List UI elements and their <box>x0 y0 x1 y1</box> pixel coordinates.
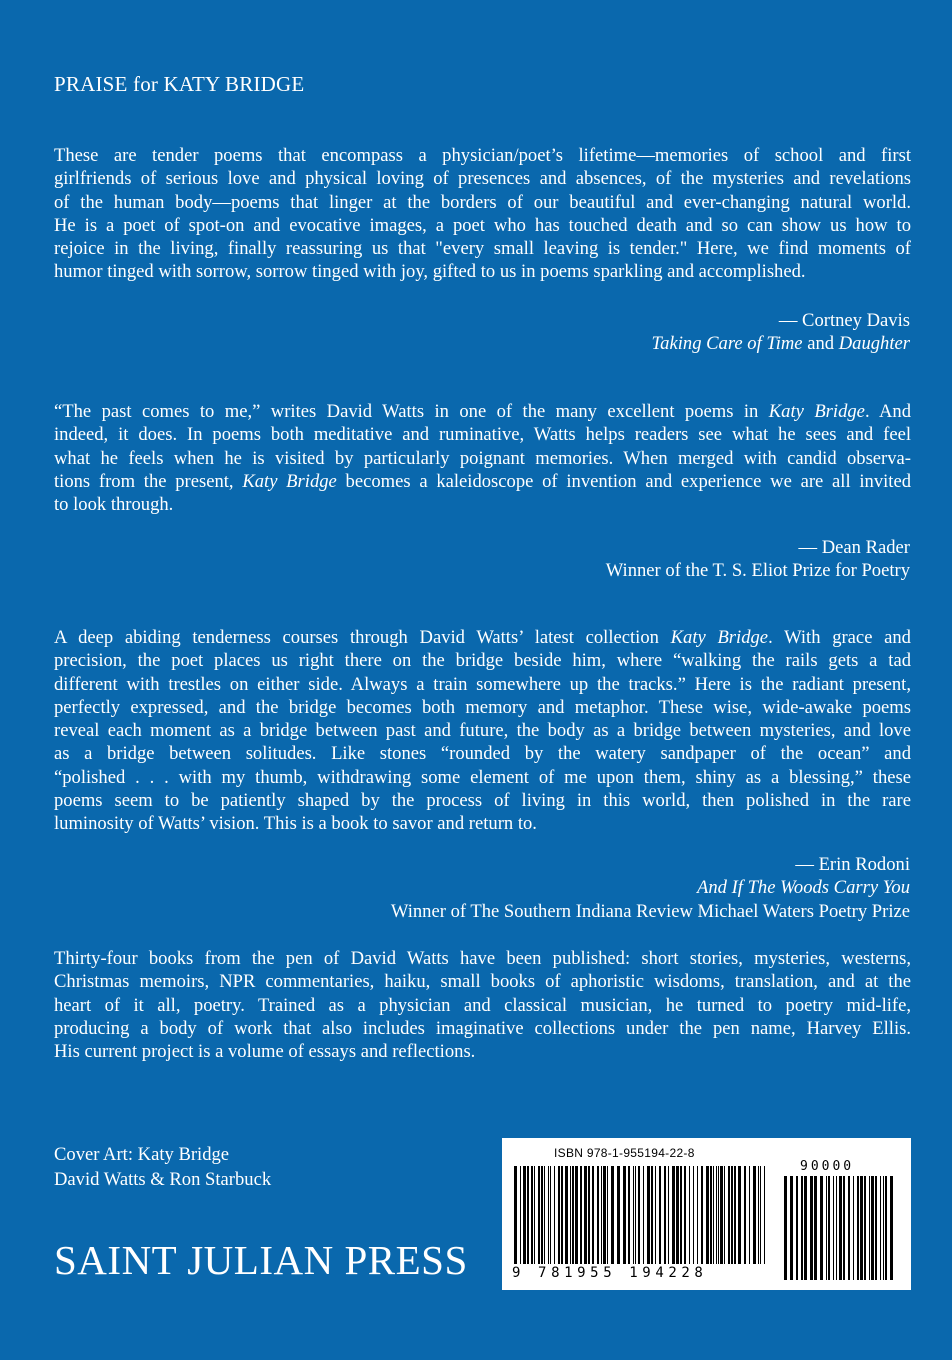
barcode-bar <box>857 1176 859 1280</box>
blurb-line: A deep abiding tenderness courses through David Watts’ latest collection Katy Bridge. With grace and <box>54 627 911 648</box>
barcode-bar <box>668 1166 669 1264</box>
barcode-bar <box>810 1176 813 1280</box>
blurb-line: poems seem to be patiently shaped by the process of living in this world, then polished in the rare <box>54 790 911 812</box>
cover-art-credits <box>54 1142 271 1192</box>
barcode-bar <box>628 1166 630 1264</box>
blurb-line: reveal each moment as a bridge between past and future, the body as a bridge between mysteries, and love <box>54 720 911 742</box>
blurb-line: what he feels when he is visited by particularly poignant memories. When merged with candid observa- <box>54 447 911 469</box>
barcode-bar <box>871 1176 874 1280</box>
barcode-bar <box>601 1166 602 1264</box>
barcode-bar <box>720 1166 723 1264</box>
blurb-line: These are tender poems that encompass a physician/poet’s lifetime—memories of school and first <box>54 145 911 166</box>
work-title: And If The Woods Carry You <box>696 877 910 899</box>
barcode-bar <box>820 1176 823 1280</box>
barcode-bar <box>784 1176 787 1280</box>
barcode-bar <box>584 1166 587 1264</box>
barcode-bar <box>659 1166 661 1264</box>
barcode-bar <box>869 1176 870 1280</box>
price-barcode-bars <box>784 1176 894 1280</box>
barcode-bar <box>607 1166 608 1264</box>
blurb-line: to look through. <box>54 494 174 516</box>
publisher-name: SAINT JULIAN PRESS <box>54 1237 468 1283</box>
blurb-line: as a bridge between solitudes. Like stones “rounded by the watery sandpaper of the ocean” and <box>54 743 911 765</box>
attribution-dean-rader <box>606 536 910 583</box>
book-title: Katy Bridge <box>768 401 865 422</box>
barcode-bar <box>758 1166 759 1264</box>
barcode-bar <box>731 1166 733 1264</box>
barcode-bar <box>561 1166 563 1264</box>
barcode-bar <box>764 1166 765 1264</box>
barcode-bar <box>611 1166 614 1264</box>
barcode-bar <box>534 1166 535 1264</box>
barcode-bar <box>697 1166 698 1264</box>
ean-digits: 9 781955 194228 <box>512 1265 708 1281</box>
blurb-line: precision, the poet places us right there on the bridge beside him, where “walking the rails gets a tad <box>54 650 911 672</box>
barcode-bar <box>684 1166 686 1264</box>
barcode-bar <box>638 1166 640 1264</box>
bio-line: Christmas memoirs, NPR commentaries, haiku, small books of aphoristic wisdoms, translation, and at the <box>54 971 911 993</box>
blurb-line: He is a poet of spot-on and evocative images, a poet who has touched death and so can show us how to <box>54 214 911 236</box>
barcode-bar <box>617 1166 620 1264</box>
barcode-bar <box>718 1166 719 1264</box>
attribution-name: — Dean Rader <box>798 537 910 558</box>
barcode-bar <box>565 1166 568 1264</box>
barcode-bar <box>558 1166 560 1264</box>
barcode-bar <box>520 1166 521 1264</box>
blurb-line: tions from the present, Katy Bridge becomes a kaleidoscope of invention and experience we are all invited <box>54 470 911 492</box>
cover-art-title: Cover Art: Katy Bridge <box>54 1144 230 1165</box>
work-joiner: and <box>802 333 839 355</box>
barcode-bar <box>689 1166 690 1264</box>
barcode-bar <box>655 1166 656 1264</box>
book-title: Katy Bridge <box>670 627 769 648</box>
barcode-bar <box>790 1176 793 1280</box>
author-bio <box>54 947 911 1063</box>
bio-line: His current project is a volume of essays and reflections. <box>54 1041 476 1063</box>
barcode-bar <box>693 1166 694 1264</box>
blurb-line: rejoice in the living, finally reassuring us that "every small leaving is tender." Here, we find moments of <box>54 238 911 260</box>
barcode-bar <box>548 1166 549 1264</box>
work-title: Daughter <box>838 333 910 355</box>
barcode-bar <box>647 1166 650 1264</box>
barcode-bar <box>853 1176 854 1280</box>
barcode-bar <box>597 1166 599 1264</box>
barcode-bar <box>664 1166 666 1264</box>
blurb-line: humor tinged with sorrow, sorrow tinged with joy, gifted to us in poems sparkling and accomplished. <box>54 261 806 283</box>
barcode-bar <box>880 1176 881 1280</box>
barcode-bar <box>623 1166 626 1264</box>
work-title: Taking Care of Time <box>651 333 803 355</box>
barcode-bar <box>826 1176 827 1280</box>
barcode-bar <box>538 1166 540 1264</box>
attribution-credit: Winner of The Southern Indiana Review Michael Waters Poetry Prize <box>390 900 910 922</box>
barcode-bar <box>716 1166 717 1264</box>
blurb-dean-rader <box>54 400 911 516</box>
attribution-name: — Erin Rodoni <box>795 854 910 875</box>
isbn-label: ISBN 978-1-955194-22-8 <box>554 1146 695 1160</box>
barcode-bar <box>554 1166 555 1264</box>
barcode-bar <box>541 1166 543 1264</box>
barcode-bar <box>713 1166 714 1264</box>
cover-art-artists: David Watts & Ron Starbuck <box>54 1169 272 1190</box>
barcode-bar <box>814 1176 817 1280</box>
barcode-bar <box>804 1176 807 1280</box>
barcode-bar <box>801 1176 803 1280</box>
barcode-bar <box>550 1166 551 1264</box>
barcode-bar <box>843 1176 845 1280</box>
barcode-bar <box>572 1166 574 1264</box>
barcode-bar <box>890 1176 893 1280</box>
barcode-bar <box>883 1176 884 1280</box>
barcode-bar <box>514 1166 517 1264</box>
blurb-cortney-davis <box>54 144 911 284</box>
attribution-credit: Winner of the T. S. Eliot Prize for Poetry <box>605 560 910 582</box>
barcode-bar <box>676 1166 679 1264</box>
barcode-bar <box>680 1166 682 1264</box>
barcode-bar <box>672 1166 675 1264</box>
barcode-bar <box>734 1166 736 1264</box>
blurb-line: of the human body—poems that linger at the borders of our beautiful and ever-changing natural world. <box>54 191 911 213</box>
barcode-bar <box>710 1166 712 1264</box>
attribution-work <box>391 876 910 899</box>
attribution-name: — Cortney Davis <box>778 310 910 331</box>
barcode-bar <box>885 1176 887 1280</box>
barcode-bar <box>875 1176 877 1280</box>
blurb-erin-rodoni <box>54 626 911 836</box>
barcode-bar <box>833 1176 834 1280</box>
attribution-works <box>652 332 910 355</box>
book-title: Katy Bridge <box>242 470 337 492</box>
barcode-bar <box>544 1166 545 1264</box>
bio-line: producing a body of work that also includes imaginative collections under the pen name, Harvey Ellis. <box>54 1017 911 1039</box>
price-code: 90000 <box>800 1159 855 1174</box>
blurb-line: perfectly expressed, and the bridge becomes both memory and metaphor. These wise, wide-awake poems <box>54 696 911 718</box>
blurb-line: “The past comes to me,” writes David Watts in one of the many excellent poems in Katy Bridge. And <box>54 401 912 422</box>
barcode-bar <box>749 1166 750 1264</box>
blurb-line: indeed, it does. In poems both meditative and ruminative, Watts helps readers see what he sees and feel <box>54 424 911 446</box>
barcode-bar <box>635 1166 636 1264</box>
attribution-erin-rodoni <box>391 853 910 923</box>
barcode-bar <box>592 1166 594 1264</box>
barcode-bar <box>580 1166 582 1264</box>
barcode-bar <box>643 1166 644 1264</box>
attribution-cortney-davis <box>652 309 910 356</box>
barcode-bar <box>633 1166 634 1264</box>
barcode-bar <box>796 1176 798 1280</box>
blurb-line: girlfriends of serious love and physical loving of presences and absences, of the mysteries and revelations <box>54 168 911 190</box>
barcode-bar <box>753 1166 756 1264</box>
barcode-bar <box>651 1166 653 1264</box>
barcode-bar <box>527 1166 529 1264</box>
barcode-bar <box>701 1166 703 1264</box>
barcode-bar <box>706 1166 709 1264</box>
praise-heading: PRAISE for KATY BRIDGE <box>54 72 305 96</box>
barcode-bar <box>728 1166 730 1264</box>
barcode-bar <box>848 1176 850 1280</box>
barcode-bar <box>603 1166 606 1264</box>
barcode-bar <box>828 1176 830 1280</box>
bio-line: Thirty-four books from the pen of David Watts have been published: short stories, mysteries, westerns, <box>54 948 911 969</box>
blurb-line: luminosity of Watts’ vision. This is a book to savor and return to. <box>54 813 537 835</box>
barcode-bar <box>760 1166 761 1264</box>
barcode-bar <box>839 1176 842 1280</box>
barcode-bar <box>570 1166 571 1264</box>
blurb-line: “polished . . . with my thumb, withdrawing some element of me upon them, shiny as a blessing,” these <box>54 766 911 788</box>
barcode-bar <box>738 1166 741 1264</box>
barcode-bar <box>864 1176 866 1280</box>
ean-barcode-bars <box>514 1166 766 1266</box>
barcode-bar <box>575 1166 578 1264</box>
isbn-barcode <box>502 1138 911 1290</box>
barcode-bar <box>744 1166 746 1264</box>
bio-line: heart of it all, poetry. Trained as a physician and classical musician, he turned to poetry mid-life, <box>54 994 911 1016</box>
barcode-bar <box>588 1166 590 1264</box>
blurb-line: different with trestles on either side. Always a train somewhere up the tracks.” Here is the radiant present, <box>54 673 911 695</box>
barcode-bar <box>531 1166 533 1264</box>
barcode-bar <box>860 1176 863 1280</box>
barcode-bar <box>523 1166 526 1264</box>
barcode-bar <box>724 1166 725 1264</box>
barcode-bar <box>836 1176 837 1280</box>
